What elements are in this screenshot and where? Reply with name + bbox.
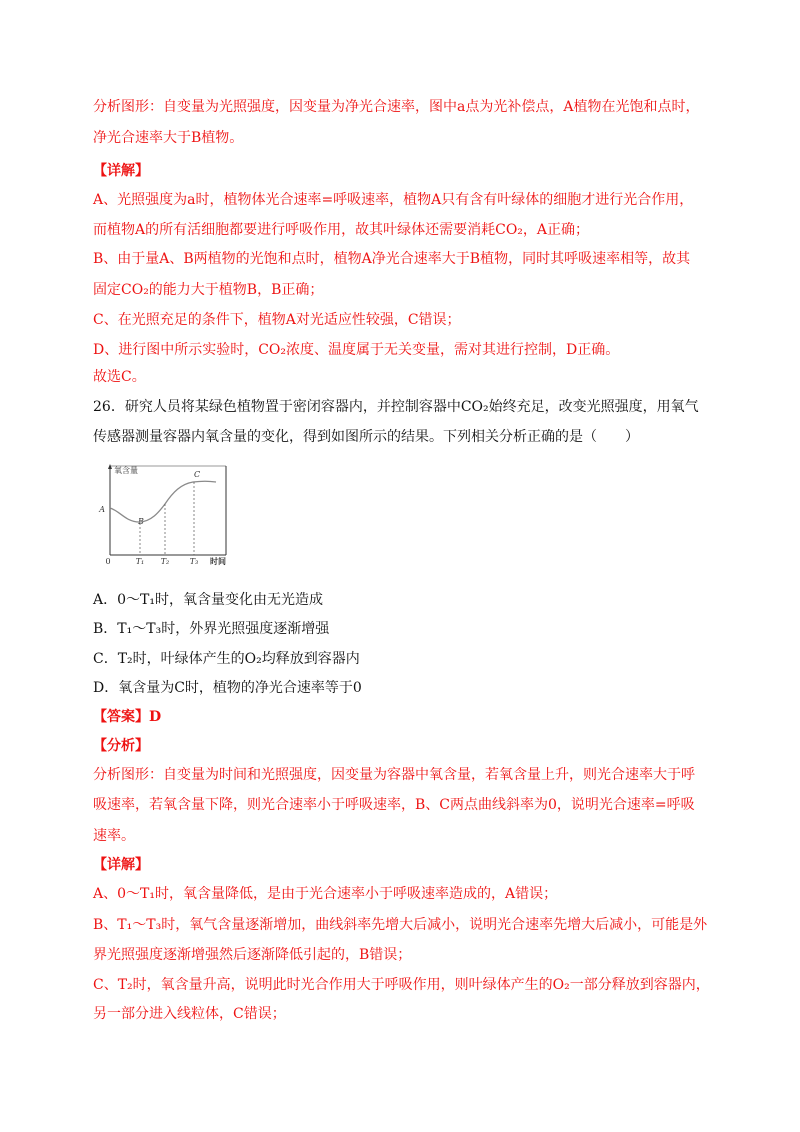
option-a: A．0～T₁时，氧含量变化由无光造成 — [93, 592, 323, 608]
conclusion-line: 故选C。 — [93, 369, 146, 385]
detail-line-6: D、进行图中所示实验时，CO₂浓度、温度属于无关变量，需对其进行控制，D正确。 — [93, 342, 620, 358]
oxygen-curve — [110, 481, 216, 522]
detail-line-1: A、光照强度为a时，植物体光合速率=呼吸速率，植物A只有含有叶绿体的细胞才进行光合作用， — [93, 192, 694, 208]
detail-line-7: A、0～T₁时，氧含量降低，是由于光合速率小于呼吸速率造成的，A错误； — [93, 886, 558, 902]
option-d: D．氧含量为C时，植物的净光合速率等于0 — [93, 680, 362, 696]
analysis-line-1: 分析图形：自变量为光照强度，因变量为净光合速率，图中a点为光补偿点，A植物在光饱和点时， — [93, 99, 700, 115]
detail-line-5: C、在光照充足的条件下，植物A对光适应性较强，C错误； — [93, 312, 461, 328]
y-axis-arrow — [108, 464, 112, 469]
t3-label: T₃ — [189, 557, 199, 566]
oxygen-content-graph — [93, 462, 243, 567]
graph-svg — [93, 462, 243, 567]
option-b: B．T₁～T₃时，外界光照强度逐渐增强 — [93, 621, 330, 637]
detail-line-11: 另一部分进入线粒体，C错误； — [93, 1006, 286, 1022]
y-axis-label: 氧含量 — [114, 466, 138, 475]
point-a-label: A — [99, 505, 105, 514]
point-c-label: C — [193, 470, 201, 479]
analysis-line-5: 速率。 — [93, 828, 135, 844]
analysis-line-2: 净光合速率大于B植物。 — [93, 130, 244, 146]
answer-line: 【答案】D — [93, 709, 162, 725]
detail-line-10: C、T₂时，氧含量升高，说明此时光合作用大于呼吸作用，则叶绿体产生的O₂一部分释放到容器内， — [93, 977, 710, 993]
detail-heading-2: 【详解】 — [93, 857, 149, 873]
detail-heading-1: 【详解】 — [93, 163, 149, 179]
x-axis-label: 时间 — [210, 556, 226, 566]
detail-line-8: B、T₁～T₃时，氧气含量逐渐增加，曲线斜率先增大后减小，说明光合速率先增大后减小，可能是外 — [93, 917, 708, 933]
t1-label: T₁ — [135, 557, 145, 566]
point-b-label: B — [138, 517, 144, 526]
analysis-line-3: 分析图形：自变量为时间和光照强度，因变量为容器中氧含量，若氧含量上升，则光合速率大于呼 — [93, 767, 695, 783]
detail-line-4: 固定CO₂的能力大于植物B，B正确； — [93, 282, 324, 298]
analysis-heading: 【分析】 — [93, 738, 149, 754]
origin-label: 0 — [105, 557, 111, 566]
question-26-line-1: 26．研究人员将某绿色植物置于密闭容器内，并控制容器中CO₂始终充足，改变光照强度，用氧气 — [93, 399, 699, 415]
option-c: C．T₂时，叶绿体产生的O₂均释放到容器内 — [93, 651, 360, 667]
analysis-line-4: 吸速率，若氧含量下降，则光合速率小于呼吸速率，B、C两点曲线斜率为0，说明光合速率=呼吸 — [93, 797, 695, 813]
question-26-line-2: 传感器测量容器内氧含量的变化，得到如图所示的结果。下列相关分析正确的是（ ） — [93, 429, 639, 445]
t2-label: T₂ — [160, 557, 170, 566]
detail-line-3: B、由于量A、B两植物的光饱和点时，植物A净光合速率大于B植物，同时其呼吸速率相等，故其 — [93, 251, 691, 267]
detail-line-2: 而植物A的所有活细胞都要进行呼吸作用，故其叶绿体还需要消耗CO₂，A正确； — [93, 222, 590, 238]
detail-line-9: 界光照强度逐渐增强然后逐渐降低引起的，B错误； — [93, 947, 412, 963]
